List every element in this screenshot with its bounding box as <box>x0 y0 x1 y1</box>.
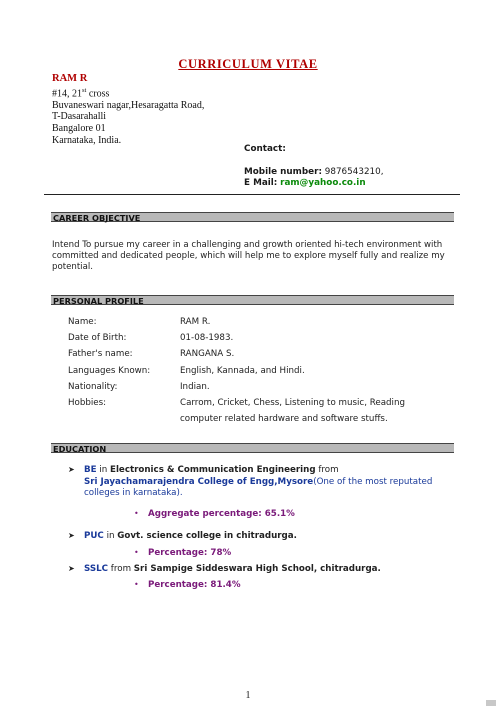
education-be-score: • Aggregate percentage: 65.1% <box>134 509 295 519</box>
mobile-number: 9876543210, <box>324 166 384 177</box>
profile-label: Name: <box>68 317 97 327</box>
email-address[interactable]: ram@yahoo.co.in <box>280 178 366 188</box>
education-heading: EDUCATION <box>51 443 454 453</box>
mobile-line: Mobile number: 9876543210, <box>244 166 384 177</box>
contact-block <box>244 144 384 190</box>
profile-label: Languages Known: <box>68 366 151 376</box>
profile-value: English, Kannada, and Hindi. <box>180 366 305 376</box>
bullet-icon: • <box>134 509 139 518</box>
arrow-bullet-icon: ➤ <box>68 564 75 573</box>
address-line-4: Bangalore 01 <box>52 123 106 135</box>
personal-profile-heading: PERSONAL PROFILE <box>51 295 454 305</box>
profile-label: Father's name: <box>68 349 133 359</box>
arrow-bullet-icon: ➤ <box>68 531 75 540</box>
hobbies-continued: computer related hardware and software stuffs. <box>180 414 388 424</box>
profile-value: Indian. <box>180 382 210 392</box>
education-puc-score: • Percentage: 78% <box>134 548 232 558</box>
education-puc: ➤ PUC in Govt. science college in chitradurga. <box>68 531 297 541</box>
career-objective-text: Intend To pursue my career in a challenging and growth oriented hi-tech environment with committed and dedicated people, which will help me to explore myself fully and realize my potential. <box>52 240 445 272</box>
page-corner <box>486 700 496 706</box>
profile-label: Hobbies: <box>68 398 107 408</box>
profile-value: 01-08-1983. <box>180 333 234 343</box>
profile-value: RAM R. <box>180 317 211 327</box>
education-be-college: Sri Jayachamarajendra College of Engg,Mysore(One of the most reputated colleges in karnataka). <box>84 477 433 498</box>
contact-heading: Contact: <box>244 144 286 154</box>
header-divider <box>44 194 460 195</box>
arrow-bullet-icon: ➤ <box>68 465 75 474</box>
profile-value: RANGANA S. <box>180 349 235 359</box>
document-title: CURRICULUM VITAE <box>178 57 318 71</box>
bullet-icon: • <box>134 580 139 589</box>
address-line-1: #14, 21st cross <box>52 86 110 100</box>
profile-value: Carrom, Cricket, Chess, Listening to music, Reading <box>180 398 405 408</box>
page-number: 1 <box>245 690 251 701</box>
education-sslc-score: • Percentage: 81.4% <box>134 580 241 590</box>
career-objective-heading: CAREER OBJECTIVE <box>51 212 454 222</box>
address-block <box>52 73 204 147</box>
address-line-2: Buvaneswari nagar,Hesaragatta Road, <box>52 99 205 111</box>
address-line-5: Karnataka, India. <box>52 134 122 146</box>
education-sslc: ➤ SSLC from Sri Sampige Siddeswara High School, chitradurga. <box>68 564 381 574</box>
profile-label: Date of Birth: <box>68 333 127 343</box>
candidate-name: RAM R <box>52 73 88 84</box>
bullet-icon: • <box>134 548 139 557</box>
address-line-3: T-Dasarahalli <box>52 111 107 123</box>
email-line: E Mail: ram@yahoo.co.in <box>244 178 366 188</box>
education-be: ➤ BE in Electronics & Communication Engineering from <box>68 465 339 475</box>
profile-label: Nationality: <box>68 382 118 392</box>
